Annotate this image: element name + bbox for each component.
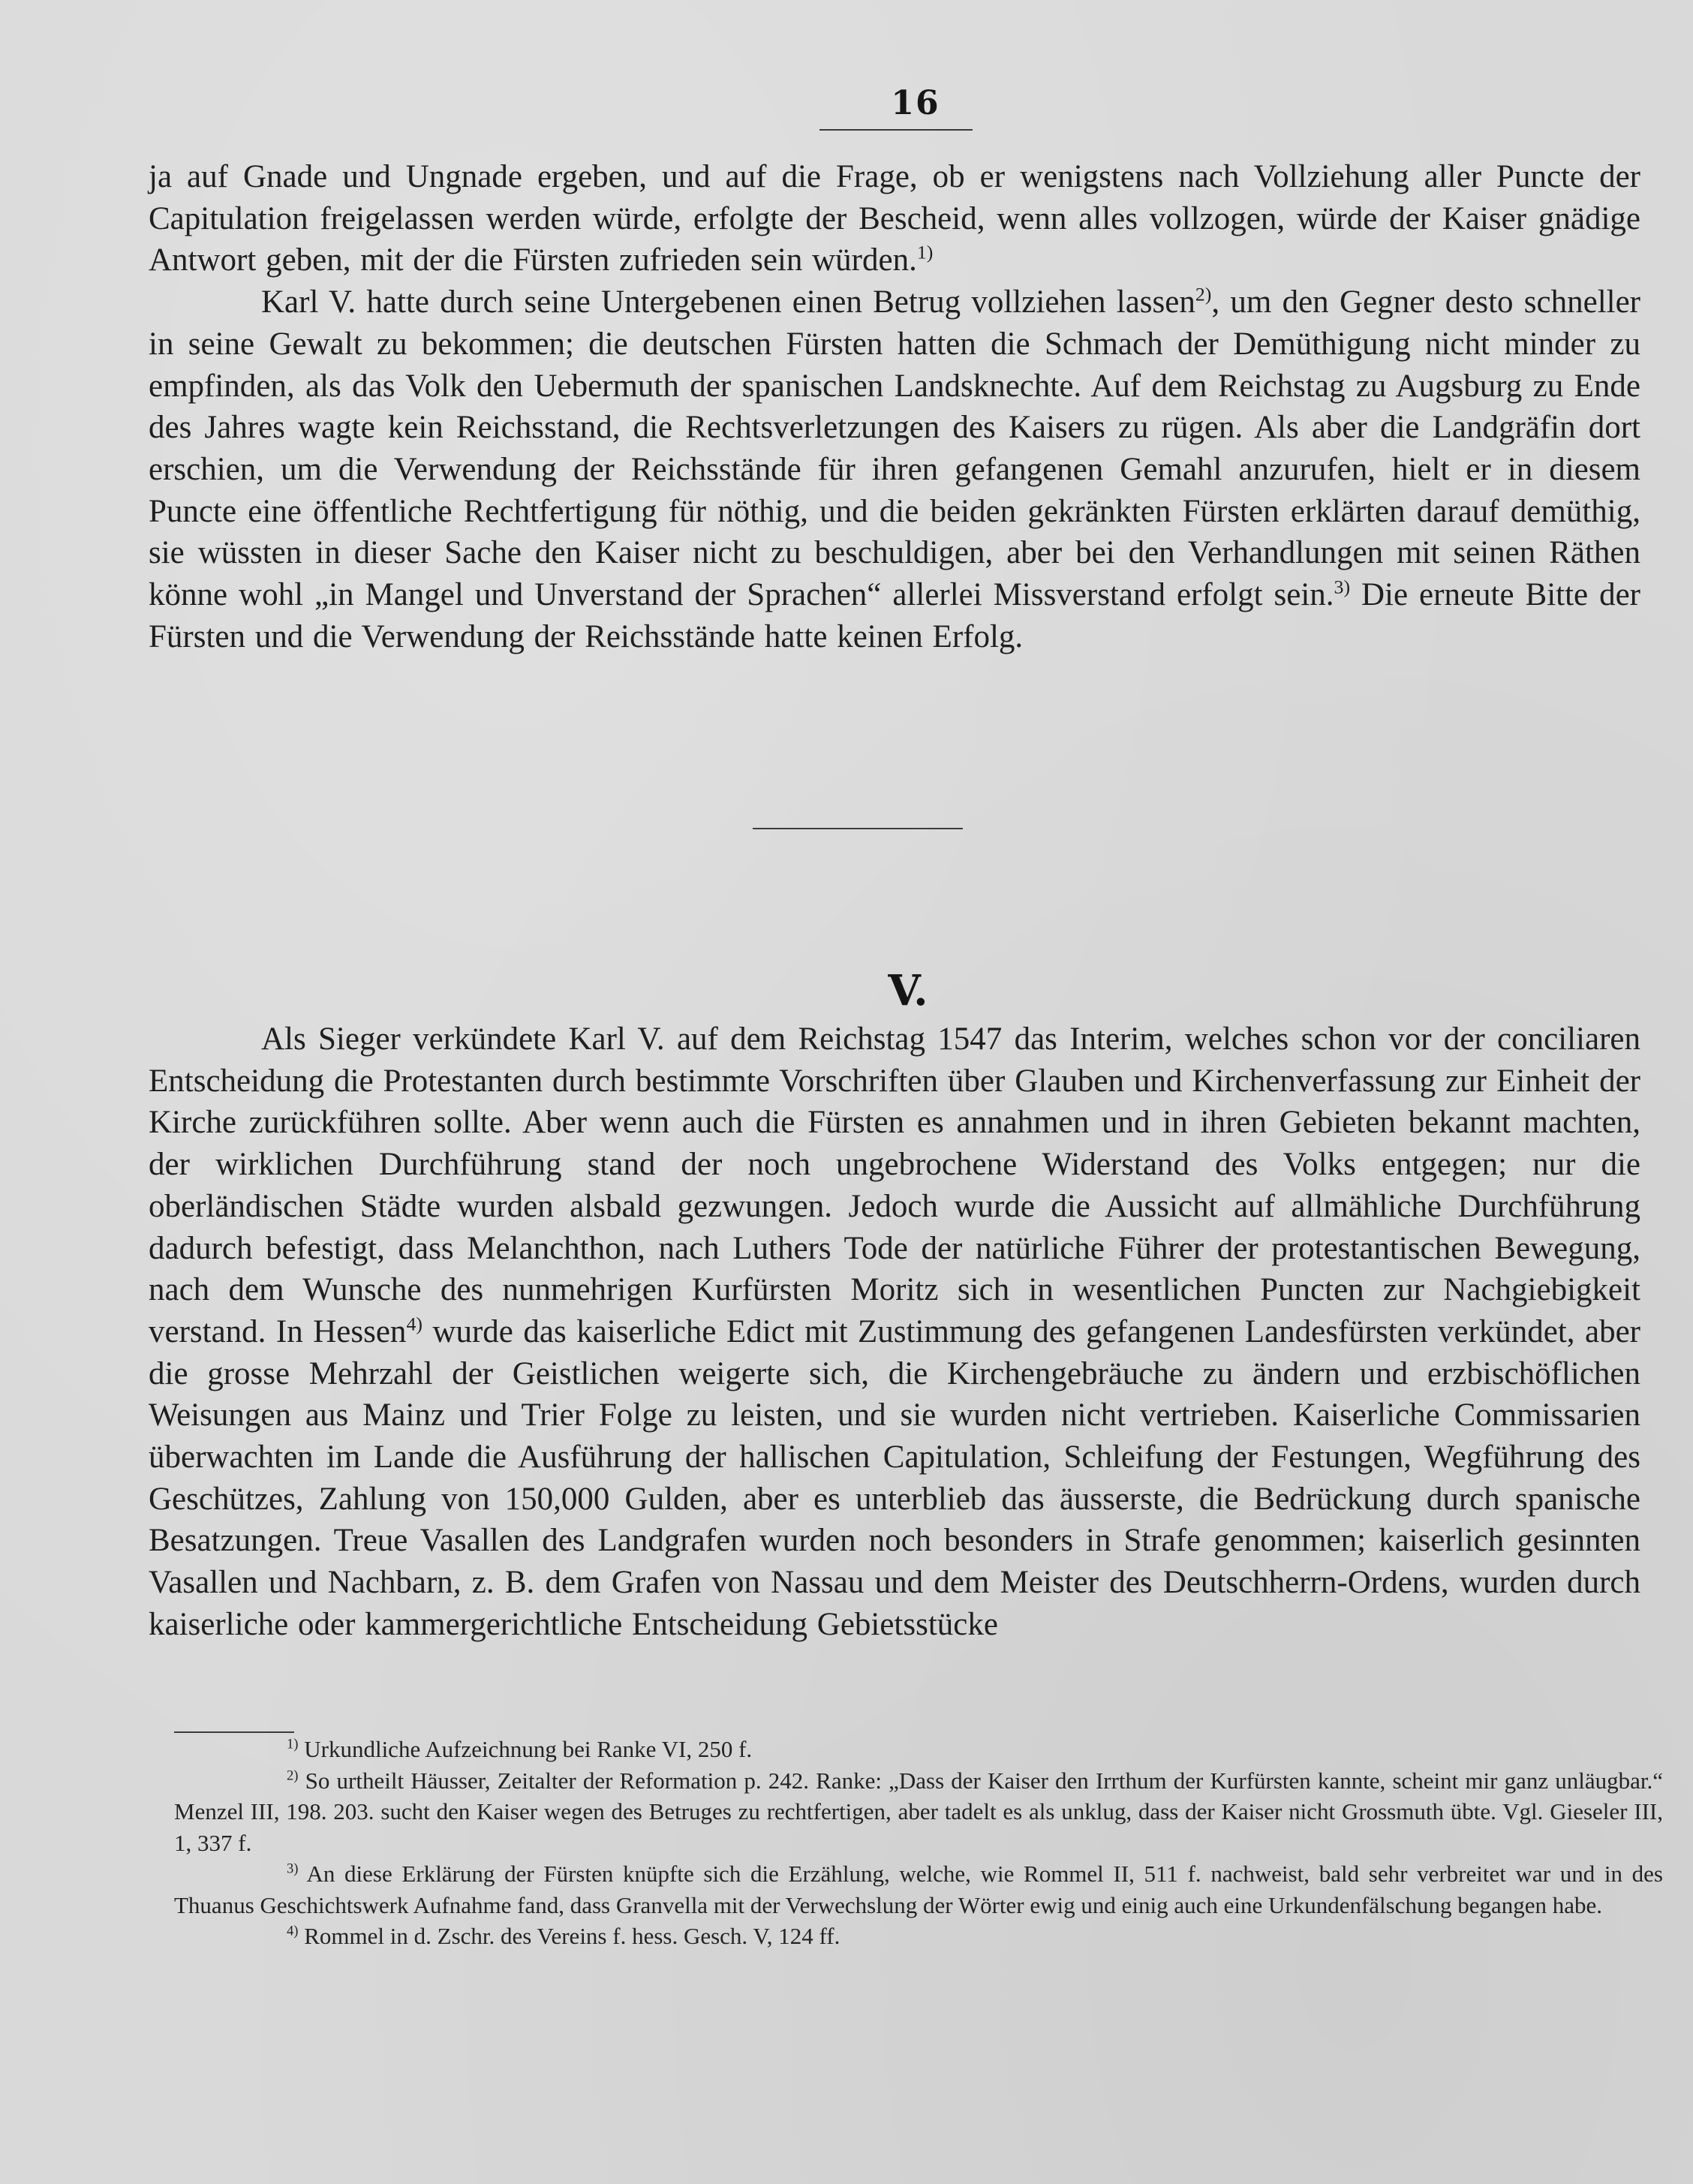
top-text-block xyxy=(149,156,1640,657)
top-paragraph-2-text-b: , um den Gegner desto schneller in seine Gewalt zu bekommen; die deutschen Fürsten hatten die Schmach der Demüthigung nicht minder zu empfinden, als das Volk den Uebermuth der spanischen Landsknechte. Auf dem Reichstag zu Augsburg zu Ende des Jahres wagte kein Reichsstand, die Rechtsverletzungen des Kaisers zu rügen. Als aber die Landgräfin dort erschien, um die Verwendung der Reichsstände für ihren gefangenen Gemahl anzurufen, hielt er in diesem Puncte eine öffentliche Rechtfertigung für nöthig, und die beiden gekränkten Fürsten erklärten darauf demüthig, sie wüssten in dieser Sache den Kaiser nicht zu beschuldigen, aber bei den Verhandlungen mit seinen Räthen könne wohl „in Mangel und Unverstand der Sprachen“ allerlei Missverstand erfolgt sein. xyxy=(149,284,1640,613)
footnote-marker: 4) xyxy=(287,1923,299,1939)
top-paragraph-2-text-a: Karl V. hatte durch seine Untergebenen einen Betrug vollziehen lassen xyxy=(261,284,1195,320)
footnote-2 xyxy=(174,1765,1663,1859)
page-number-rule xyxy=(819,129,973,131)
footnote-marker: 3) xyxy=(287,1861,299,1877)
footnote-text: So urtheilt Häusser, Zeitalter der Reformation p. 242. Ranke: „Dass der Kaiser den Irrthum der Kurfürsten kannte, scheint mir ganz unläugbar.“ Menzel III, 198. 203. sucht den Kaiser wegen des Betruges zu rechtfertigen, aber tadelt es als unklug, dass der Kaiser nicht Grossmuth übte. Vgl. Gieseler III, 1, 337 f. xyxy=(174,1767,1663,1856)
footnotes xyxy=(174,1734,1663,1952)
top-paragraph-1 xyxy=(149,156,1640,281)
footnote-marker: 2) xyxy=(287,1767,299,1784)
footnote-ref-2: 2) xyxy=(1195,283,1212,305)
footnote-3 xyxy=(174,1858,1663,1921)
footnote-rule xyxy=(174,1731,294,1733)
top-paragraph-1-text: ja auf Gnade und Ungnade ergeben, und auf die Frage, ob er wenigstens nach Vollziehung aller Puncte der Capitulation freigelassen werden würde, erfolgte der Bescheid, wenn alles vollzogen, würde der Kaiser gnädige Antwort geben, mit der die Fürsten zufrieden sein würden. xyxy=(149,159,1640,278)
main-paragraph-1-text-a: Als Sieger verkündete Karl V. auf dem Reichstag 1547 das Interim, welches schon vor der conciliaren Entscheidung die Protestanten durch bestimmte Vorschriften über Glauben und Kirchenverfassung zur Einheit der Kirche zurückführen sollte. Aber wenn auch die Fürsten es annahmen und in ihren Gebieten bekannt machten, der wirklichen Durchführung stand der noch ungebrochene Widerstand des Volks entgegen; nur die oberländischen Städte wurden alsbald gezwungen. Jedoch wurde die Aussicht auf allmähliche Durchführung dadurch befestigt, dass Melanchthon, nach Luthers Tode der natürliche Führer der protestantischen Bewegung, nach dem Wunsche des nunmehrigen Kurfürsten Moritz sich in wesentlichen Puncten zur Nachgiebigkeit verstand. In Hessen xyxy=(149,1021,1640,1349)
footnote-text: An diese Erklärung der Fürsten knüpfte sich die Erzählung, welche, wie Rommel II, 511 f. nachweist, bald sehr verbreitet war und in des Thuanus Geschichtswerk Aufnahme fand, dass Granvella mit der Verwechslung der Wörter ewig und einig auch eine Urkundenfälschung begangen habe. xyxy=(174,1861,1663,1918)
footnote-ref-3: 3) xyxy=(1334,576,1351,598)
section-divider xyxy=(753,828,963,829)
main-paragraph-1 xyxy=(149,1018,1640,1646)
main-paragraph-1-text-b: wurde das kaiserliche Edict mit Zustimmung des gefangenen Landesfürsten verkündet, aber die grosse Mehrzahl der Geistlichen weigerte sich, die Kirchengebräuche zu ändern und erzbischöflichen Weisungen aus Mainz und Trier Folge zu leisten, und sie wurden nicht vertrieben. Kaiserliche Commissarien überwachten im Lande die Ausführung der hallischen Capitulation, Schleifung der Festungen, Wegführung des Geschützes, Zahlung von 150,000 Gulden, aber es unterblieb das äusserste, die Bedrückung durch spanische Besatzungen. Treue Vasallen des Landgrafen wurden noch besonders in Strafe genommen; kaiserlich gesinnten Vasallen und Nachbarn, z. B. dem Grafen von Nassau und dem Meister des Deutschherrn-Ordens, wurden durch kaiserliche oder kammergerichtliche Entscheidung Gebietsstücke xyxy=(149,1313,1641,1642)
top-paragraph-2 xyxy=(149,281,1640,657)
footnote-marker: 1) xyxy=(287,1736,299,1752)
footnote-ref-4: 4) xyxy=(406,1313,422,1335)
footnote-ref-1: 1) xyxy=(916,242,934,264)
footnote-1 xyxy=(174,1734,1663,1765)
section-heading: V. xyxy=(888,966,928,1015)
top-paragraph-2-text-c: Die erneute Bitte der Fürsten und die Verwendung der Reichsstände hatte keinen Erfolg. xyxy=(149,577,1640,654)
footnote-4 xyxy=(174,1921,1663,1952)
page-number: 16 xyxy=(891,84,940,122)
footnote-text: Urkundliche Aufzeichnung bei Ranke VI, 250 f. xyxy=(304,1736,753,1762)
main-text-block xyxy=(149,1018,1640,1646)
footnote-text: Rommel in d. Zschr. des Vereins f. hess. Gesch. V, 124 ff. xyxy=(304,1923,840,1949)
